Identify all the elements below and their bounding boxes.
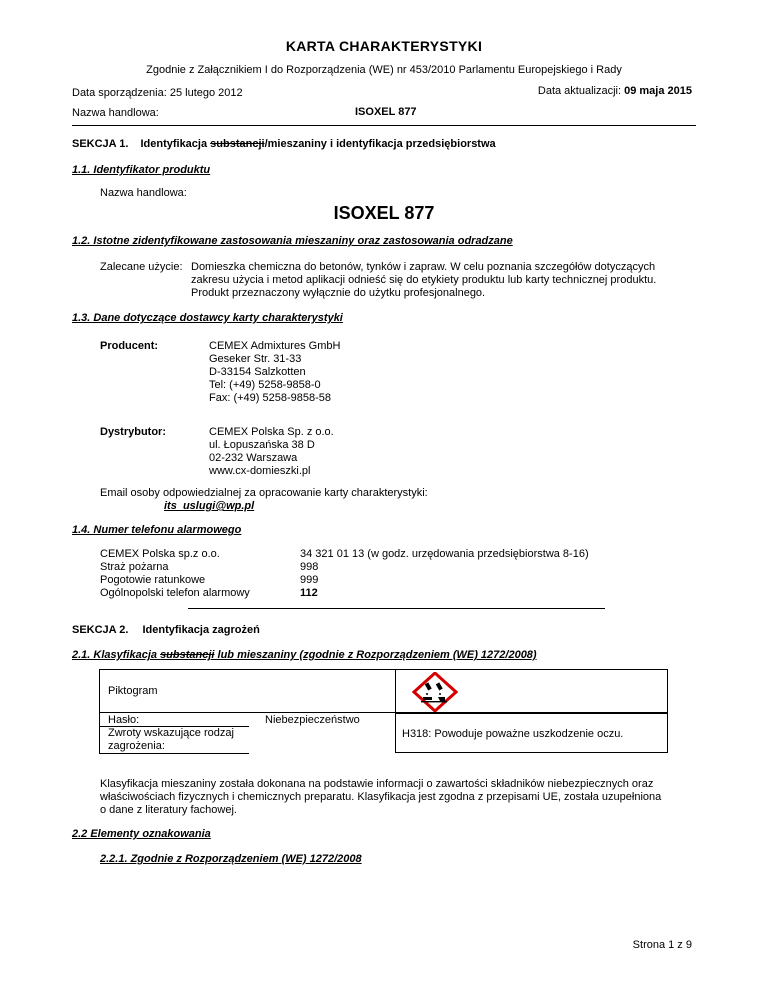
distributor-label: Dystrybutor:: [100, 426, 167, 438]
section1-title-pre: Identyfikacja: [140, 138, 211, 150]
recommended-use-line-3: Produkt przeznaczony wyłącznie do użytku profesjonalnego.: [191, 287, 486, 299]
section2-heading: [72, 624, 260, 637]
hazard-statement-label-1: Zwroty wskazujące rodzaj: [108, 727, 234, 739]
recommended-use-line-1: Domieszka chemiczna do betonów, tynków i zapraw. W celu poznania szczegółów dotyczących: [191, 261, 656, 273]
page-number: Strona 1 z 9: [632, 939, 692, 951]
preparation-date: Data sporządzenia: 25 lutego 2012: [72, 87, 243, 99]
s2-1-pre: 2.1. Klasyfikacja: [72, 649, 161, 661]
update-date-label: Data aktualizacji:: [537, 85, 625, 97]
subsection-2-2-1-title: 2.2.1. Zgodnie z Rozporządzeniem (WE) 1272/2008: [100, 853, 362, 865]
emergency-name: Ogólnopolski telefon alarmowy: [100, 587, 250, 599]
producer-label: Producent:: [100, 340, 159, 352]
s2-1-strike: substancji: [160, 649, 215, 661]
emergency-name: CEMEX Polska sp.z o.o.: [100, 548, 220, 560]
subsection-1-1-title: 1.1. Identyfikator produktu: [72, 164, 211, 176]
emergency-number: 112: [300, 587, 318, 599]
producer-line: Fax: (+49) 5258-9858-58: [209, 392, 331, 404]
classification-line-3: o dane z literatury fachowej.: [100, 804, 237, 816]
trade-name-label-1-1: Nazwa handlowa:: [100, 187, 187, 199]
classification-line-2: właściwościach fizycznych i chemicznych preparatu. Klasyfikacja jest zgodna z przepisami UE, została uzupełniona: [100, 791, 662, 803]
s2-1-post: lub mieszaniny (zgodnie z Rozporządzeniem (WE) 1272/2008): [214, 649, 537, 661]
product-name: ISOXEL 877: [333, 203, 435, 223]
classification-line-1: Klasyfikacja mieszaniny została dokonana na podstawie informacji o zawartości składników niebezpiecznych oraz: [100, 778, 654, 790]
emergency-numbers: [300, 548, 589, 600]
update-date: [538, 85, 692, 98]
emergency-name: Pogotowie ratunkowe: [100, 574, 206, 586]
subsection-2-1-title: [72, 649, 537, 662]
update-date-value: 09 maja 2015: [624, 85, 692, 97]
subsection-1-4-title: 1.4. Numer telefonu alarmowego: [72, 524, 242, 536]
producer-line: Geseker Str. 31-33: [209, 353, 302, 365]
hazard-statement-label-2: zagrożenia:: [108, 740, 165, 752]
subsection-1-3-title: 1.3. Dane dotyczące dostawcy karty charakterystyki: [72, 312, 343, 324]
emergency-name: Straż pożarna: [100, 561, 169, 573]
hazard-statement-value: H318: Powoduje poważne uszkodzenie oczu.: [402, 728, 624, 740]
recommended-use-line-2: zakresu użycia i metod aplikacji odnieść się do etykiety produktu lub karty technicznej produktu.: [191, 274, 657, 286]
signal-word-label: Hasło:: [108, 714, 140, 726]
trade-name-label: Nazwa handlowa:: [72, 107, 159, 119]
signal-word-value: Niebezpieczeństwo: [265, 714, 360, 726]
producer-address: [209, 340, 340, 405]
section1-end-divider: [188, 608, 605, 609]
corrosion-pictogram-icon: [412, 672, 458, 712]
header-divider: [72, 125, 696, 126]
email-link[interactable]: its_uslugi@wp.pl: [164, 500, 255, 512]
pictogram-row: [99, 669, 668, 713]
emergency-names: [100, 548, 250, 600]
document-title: KARTA CHARAKTERYSTYKI: [285, 38, 483, 54]
recommended-use-label: Zalecane użycie:: [100, 261, 183, 273]
distributor-line: www.cx-domieszki.pl: [209, 465, 311, 477]
distributor-line: 02-232 Warszawa: [209, 452, 298, 464]
section1-number: SEKCJA 1.: [72, 138, 129, 150]
ghs-bottom-left: [99, 753, 249, 754]
distributor-line: CEMEX Polska Sp. z o.o.: [209, 426, 334, 438]
ghs-classification-table: [99, 669, 668, 753]
producer-line: Tel: (+49) 5258-9858-0: [209, 379, 321, 391]
section1-title-post: /mieszaniny i identyfikacja przedsiębiorstwa: [264, 138, 496, 150]
section1-title-strike: substancji: [210, 138, 265, 150]
trade-name-value: ISOXEL 877: [355, 106, 417, 118]
subsection-2-2-title: 2.2 Elementy oznakowania: [72, 828, 211, 840]
producer-line: D-33154 Salzkotten: [209, 366, 306, 378]
distributor-line: ul. Łopuszańska 38 D: [209, 439, 315, 451]
email-label: Email osoby odpowiedzialnej za opracowanie karty charakterystyki:: [100, 487, 428, 499]
section2-title: Identyfikacja zagrożeń: [142, 624, 260, 636]
producer-line: CEMEX Admixtures GmbH: [209, 340, 341, 352]
emergency-number: 34 321 01 13 (w godz. urzędowania przedsiębiorstwa 8-16): [300, 548, 589, 560]
section2-number: SEKCJA 2.: [72, 624, 129, 636]
emergency-number: 999: [300, 574, 319, 586]
distributor-address: [209, 426, 334, 478]
section1-heading: [72, 138, 496, 151]
emergency-number: 998: [300, 561, 319, 573]
pictogram-label: Piktogram: [108, 685, 158, 697]
subsection-1-2-title: 1.2. Istotne zidentyfikowane zastosowania mieszaniny oraz zastosowania odradzane: [72, 235, 513, 247]
ghs-left-edge: [99, 713, 100, 753]
regulation-subtitle: Zgodnie z Załącznikiem I do Rozporządzenia (WE) nr 453/2010 Parlamentu Europejskiego i Rady: [146, 64, 622, 76]
